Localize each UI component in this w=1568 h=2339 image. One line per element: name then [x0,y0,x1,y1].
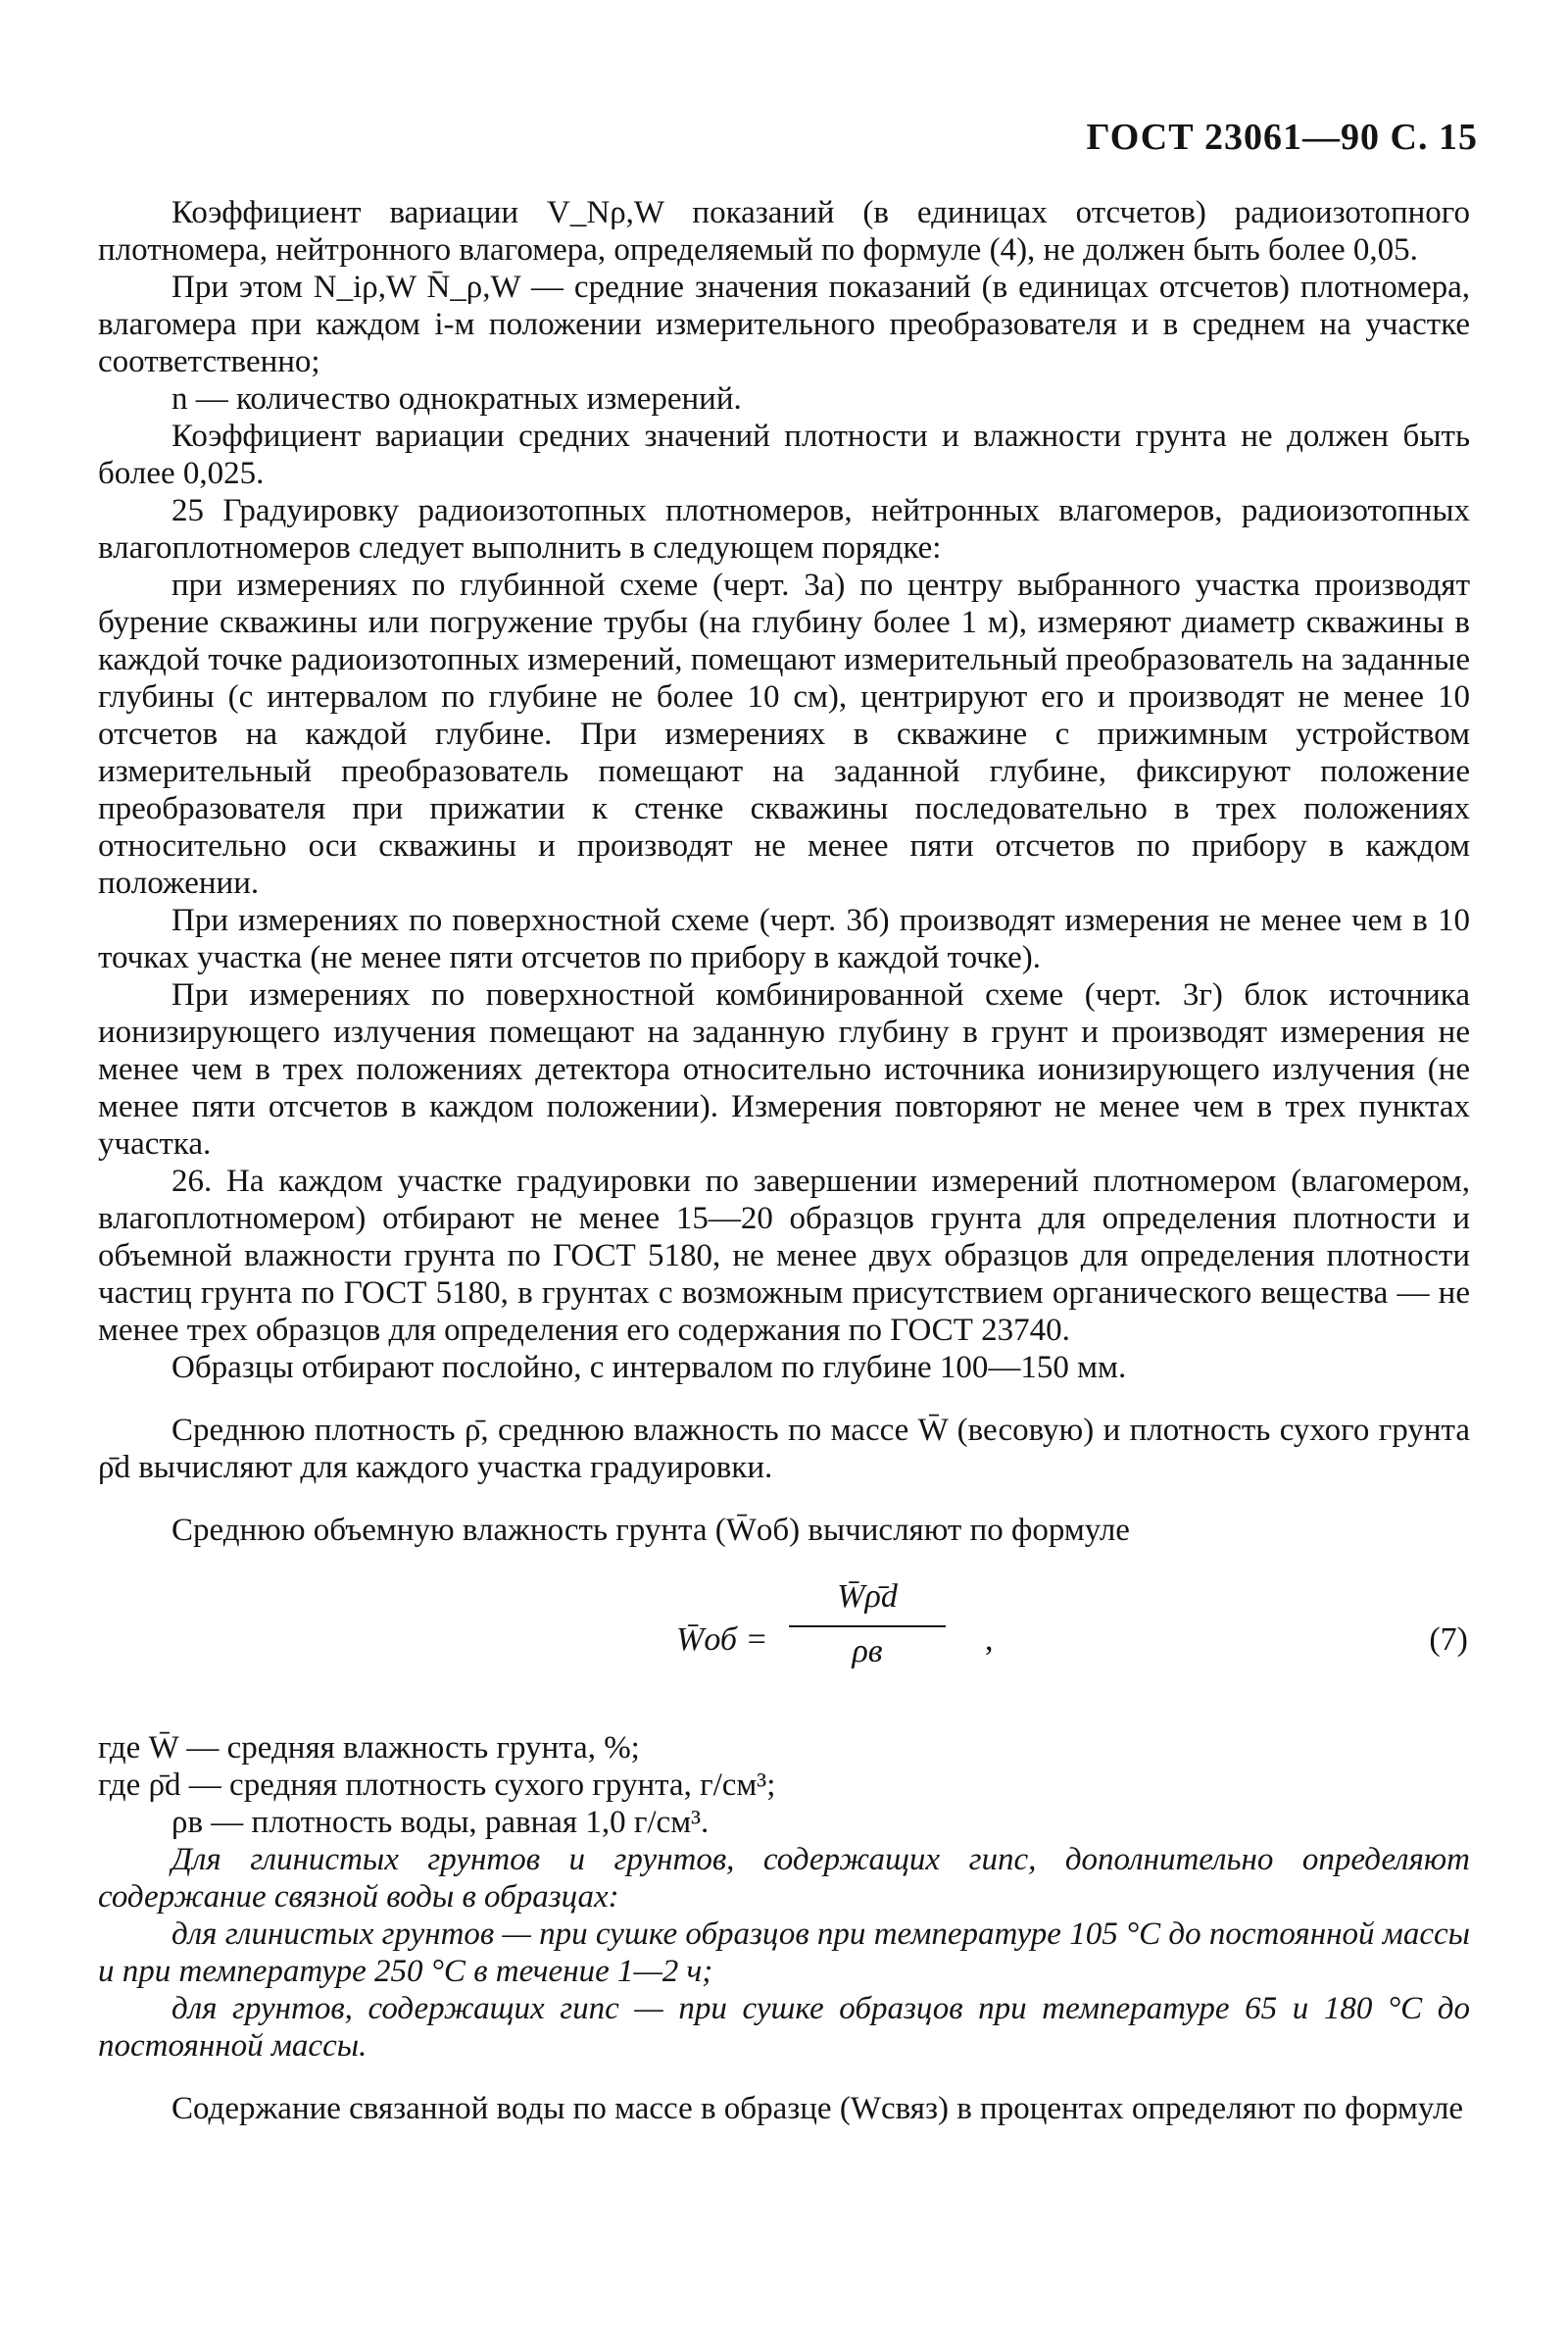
paragraph-n-definition: n — количество однократных измерений. [172,381,742,417]
paragraph-variation-coefficient: Коэффициент вариации V_Nρ,W показаний (в единицах отсчетов) радиоизотопного плотномера, нейтронного влагомера, определяемый по формуле (4), не должен быть более 0,05. [98,195,1470,268]
document-body [98,194,1470,2127]
paragraph-gypsum-drying: для грунтов, содержащих гипс — при сушке образцов при температуре 65 и 180 °С до постоянной массы. [98,1991,1470,2064]
definition-water-density: ρв — плотность воды, равная 1,0 г/см³. [172,1805,710,1840]
equation-number: (7) [1429,1621,1468,1658]
paragraph-mean-values: Среднюю плотность ρ̄, среднюю влажность по массе W̄ (весовую) и плотность сухого грунта ρ̄d вычисляют для каждого участка градуировки. [98,1413,1470,1485]
formula-comma: , [985,1621,994,1658]
paragraph-combined-scheme: При измерениях по поверхностной комбинированной схеме (черт. 3г) блок источника ионизирующего излучения помещают на заданную глубину в грунт и производят измерения не менее чем в трех положениях детектора относительно источника ионизирующего излучения (не менее пяти отсчетов в каждом положении). Измерения повторяют не менее чем в трех пунктах участка. [98,977,1470,1162]
paragraph-sampling: Образцы отбирают послойно, с интервалом по глубине 100—150 мм. [172,1350,1127,1385]
paragraph-clay-drying: для глинистых грунтов — при сушке образцов при температуре 105 °С до постоянной массы и при температуре 250 °С в течение 1—2 ч; [98,1916,1470,1989]
paragraph-volumetric-moisture: Среднюю объемную влажность грунта (W̄об) вычисляют по формуле [172,1513,1130,1548]
definition-moisture: где W̄ — средняя влажность грунта, %; [98,1730,640,1766]
formula-lhs: W̄об = [676,1621,768,1658]
page-header: ГОСТ 23061—90 С. 15 [1086,117,1478,158]
paragraph-mean-variation: Коэффициент вариации средних значений плотности и влажности грунта не должен быть более 0,025. [98,419,1470,491]
fraction-bar [789,1625,946,1627]
paragraph-bound-water: Содержание связанной воды по массе в образце (Wсвяз) в процентах определяют по формуле [172,2091,1464,2126]
paragraph-clay-gypsum: Для глинистых грунтов и грунтов, содержащих гипс, дополнительно определяют содержание связной воды в образцах: [98,1842,1470,1915]
formula-numerator: W̄ρ̄d [837,1578,898,1615]
paragraph-notation: При этом N_iρ,W N̄_ρ,W — средние значения показаний (в единицах отсчетов) плотномера, влагомера при каждом i-м положении измерительного преобразователя и в среднем на участке соответственно; [98,270,1470,379]
paragraph-depth-scheme: при измерениях по глубинной схеме (черт. 3а) по центру выбранного участка производят бурение скважины или погружение трубы (на глубину более 1 м), измеряют диаметр скважины в каждой точке радиоизотопных измерений, помещают измерительный преобразователь на заданные глубины (с интервалом по глубине не более 10 см), центрируют его и производят не менее 10 отсчетов на каждой глубине. При измерениях в скважине с прижимным устройством измерительный преобразователь помещают на заданной глубине, фиксируют положение преобразователя при прижатии к стенке скважины последовательно в трех положениях относительно оси скважины и производят не менее пяти отсчетов по прибору в каждом положении. [98,568,1470,901]
formula-7 [98,1578,1470,1696]
paragraph-item-26: 26. На каждом участке градуировки по завершении измерений плотномером (влагомером, влагоплотномером) отбирают не менее 15—20 образцов грунта для определения плотности и объемной влажности грунта по ГОСТ 5180, не менее двух образцов для определения плотности частиц грунта по ГОСТ 5180, в грунтах с возможным присутствием органического вещества — не менее трех образцов для определения его содержания по ГОСТ 23740. [98,1164,1470,1348]
formula-denominator: ρв [852,1633,883,1669]
formula-fraction [789,1578,946,1670]
paragraph-surface-scheme: При измерениях по поверхностной схеме (черт. 3б) производят измерения не менее чем в 10 точках участка (не менее пяти отсчетов по прибору в каждой точке). [98,903,1470,975]
definition-dry-density: где ρ̄d — средняя плотность сухого грунта, г/см³; [98,1767,776,1803]
paragraph-item-25: 25 Градуировку радиоизотопных плотномеров, нейтронных влагомеров, радиоизотопных влагоплотномеров следует выполнить в следующем порядке: [98,493,1470,566]
